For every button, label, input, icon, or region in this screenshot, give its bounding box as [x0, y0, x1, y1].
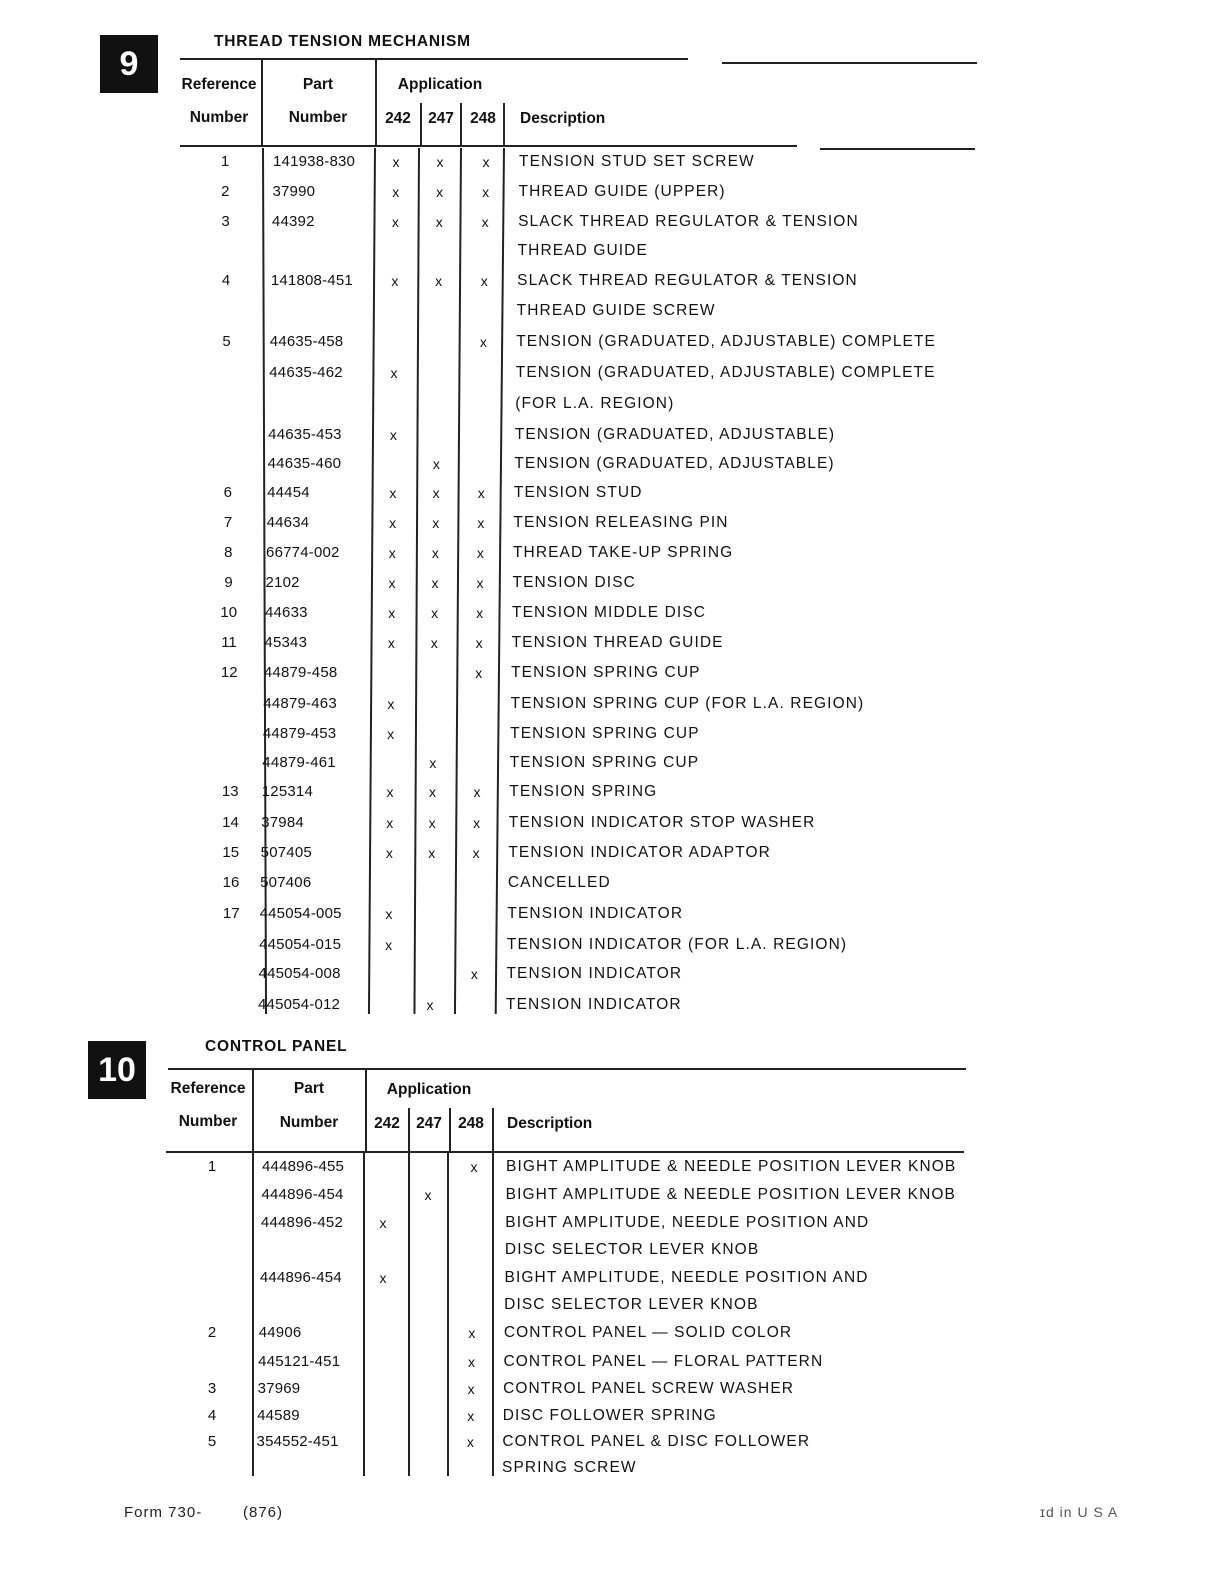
description: TENSION RELEASING PIN — [513, 514, 729, 531]
reference-number: 3 — [207, 1380, 217, 1397]
application-mark-248: x — [470, 966, 478, 982]
column-rule — [492, 1108, 494, 1151]
form-date: (876) — [243, 1504, 284, 1521]
part-number: 44879-453 — [262, 725, 337, 742]
column-rule — [408, 1108, 410, 1151]
description: THREAD GUIDE (UPPER) — [518, 183, 726, 200]
application-mark-242: x — [388, 575, 396, 591]
column-rule — [363, 1153, 365, 1476]
header-description: Description — [507, 1115, 593, 1132]
column-rule — [454, 148, 462, 1014]
part-number: 444896-452 — [260, 1214, 343, 1231]
column-rule — [365, 1068, 367, 1151]
application-mark-247: x — [429, 784, 436, 800]
reference-number: 2 — [221, 183, 230, 200]
application-mark-242: x — [379, 1270, 387, 1286]
part-number: 445121-451 — [258, 1353, 341, 1370]
description: TENSION (GRADUATED, ADJUSTABLE) COMPLETE — [515, 364, 936, 381]
application-mark-248: x — [482, 154, 490, 170]
description: DISC SELECTOR LEVER KNOB — [504, 1241, 760, 1258]
header-part: Part — [302, 76, 334, 93]
part-number: 444896-455 — [262, 1158, 345, 1175]
part-number: 141938-830 — [273, 153, 356, 170]
application-mark-248: x — [467, 1408, 475, 1424]
application-mark-248: x — [475, 635, 483, 651]
part-number: 125314 — [261, 783, 314, 800]
application-mark-248: x — [480, 273, 488, 289]
description: CONTROL PANEL & DISC FOLLOWER — [502, 1433, 811, 1450]
description: SPRING SCREW — [502, 1459, 637, 1476]
reference-number: 4 — [221, 272, 231, 289]
description: TENSION SPRING CUP — [511, 664, 701, 681]
application-mark-242: x — [387, 696, 395, 712]
reference-number: 11 — [221, 634, 237, 651]
section-number-badge: 9 — [100, 35, 158, 93]
form-number: Form 730- — [124, 1504, 203, 1521]
description: TENSION DISC — [512, 574, 636, 591]
application-mark-247: x — [431, 605, 439, 621]
description: SLACK THREAD REGULATOR & TENSION — [517, 272, 858, 289]
application-mark-242: x — [389, 515, 397, 531]
application-mark-242: x — [388, 605, 396, 621]
header-model-248: 248 — [470, 110, 496, 127]
description: TENSION INDICATOR (FOR L.A. REGION) — [506, 936, 848, 953]
application-mark-248: x — [467, 1354, 475, 1370]
reference-number: 16 — [222, 874, 240, 891]
column-rule — [408, 1153, 410, 1476]
header-part-number: Number — [279, 1114, 339, 1131]
application-mark-248: x — [470, 1159, 478, 1175]
application-mark-242: x — [391, 273, 399, 289]
part-number: 44879-463 — [263, 695, 337, 712]
description: THREAD GUIDE SCREW — [516, 302, 716, 319]
divider — [168, 1068, 966, 1070]
reference-number: 3 — [221, 213, 230, 230]
description: DISC FOLLOWER SPRING — [502, 1407, 717, 1424]
column-rule — [375, 60, 377, 145]
description: THREAD TAKE-UP SPRING — [512, 544, 734, 561]
application-mark-247: x — [424, 1187, 432, 1203]
part-number: 37990 — [272, 183, 316, 200]
section-title: THREAD TENSION MECHANISM — [214, 33, 471, 50]
header-model-242: 242 — [385, 110, 411, 127]
application-mark-247: x — [432, 456, 440, 472]
part-number: 44454 — [267, 484, 310, 501]
reference-number: 15 — [222, 844, 240, 861]
header-reference: Reference — [181, 76, 257, 93]
reference-number: 5 — [207, 1433, 217, 1450]
part-number: 45343 — [264, 634, 308, 651]
description: CONTROL PANEL — SOLID COLOR — [503, 1324, 793, 1341]
reference-number: 1 — [220, 153, 230, 170]
part-number: 44392 — [271, 213, 315, 230]
application-mark-247: x — [436, 154, 444, 170]
application-mark-248: x — [467, 1381, 475, 1397]
application-mark-248: x — [472, 845, 480, 861]
column-rule — [413, 148, 419, 1014]
description: CANCELLED — [507, 874, 611, 891]
application-mark-242: x — [389, 427, 397, 443]
column-rule — [252, 1153, 254, 1476]
divider — [722, 62, 977, 64]
application-mark-242: x — [379, 1215, 387, 1231]
description: TENSION (GRADUATED, ADJUSTABLE) — [514, 426, 836, 443]
part-number: 445054-012 — [258, 996, 341, 1013]
description: TENSION INDICATOR ADAPTOR — [508, 844, 771, 861]
part-number: 507406 — [260, 874, 312, 891]
application-mark-247: x — [436, 184, 444, 200]
description: TENSION SPRING CUP — [509, 754, 700, 771]
description: (FOR L.A. REGION) — [515, 395, 675, 412]
part-number: 37969 — [257, 1380, 301, 1397]
application-mark-247: x — [428, 815, 436, 831]
divider — [180, 145, 797, 147]
header-model-247: 247 — [416, 1115, 442, 1132]
part-number: 44635-462 — [269, 364, 343, 381]
description: TENSION MIDDLE DISC — [512, 604, 707, 621]
column-rule — [368, 148, 376, 1014]
application-mark-248: x — [476, 605, 484, 621]
description: THREAD GUIDE — [517, 242, 648, 259]
part-number: 44635-453 — [268, 426, 342, 443]
application-mark-247: x — [432, 485, 440, 501]
part-number: 44879-461 — [262, 754, 336, 771]
description: TENSION INDICATOR — [506, 996, 682, 1013]
application-mark-247: x — [426, 997, 434, 1013]
application-mark-242: x — [385, 906, 393, 922]
part-number: 141808-451 — [270, 272, 353, 289]
description: TENSION SPRING CUP (FOR L.A. REGION) — [510, 695, 865, 712]
column-rule — [261, 60, 263, 145]
divider — [180, 58, 688, 60]
application-mark-248: x — [473, 784, 481, 800]
application-mark-247: x — [432, 515, 440, 531]
application-mark-248: x — [477, 485, 485, 501]
header-reference-number: Number — [189, 109, 249, 126]
application-mark-242: x — [386, 784, 394, 800]
reference-number: 10 — [220, 604, 238, 621]
application-mark-248: x — [481, 214, 489, 230]
application-mark-242: x — [387, 635, 395, 651]
application-mark-248: x — [477, 515, 485, 531]
reference-number: 12 — [220, 664, 238, 681]
description: TENSION INDICATOR STOP WASHER — [508, 814, 816, 831]
description: TENSION STUD — [513, 484, 643, 501]
part-number: 445054-008 — [258, 965, 341, 982]
column-rule — [449, 1108, 451, 1151]
column-rule — [503, 103, 505, 145]
application-mark-242: x — [389, 485, 397, 501]
header-model-247: 247 — [428, 110, 454, 127]
reference-number: 5 — [222, 333, 231, 350]
description: TENSION SPRING — [509, 783, 658, 800]
header-description: Description — [520, 110, 606, 127]
application-mark-247: x — [429, 755, 437, 771]
part-number: 44589 — [257, 1407, 300, 1424]
header-part: Part — [293, 1080, 325, 1097]
description: DISC SELECTOR LEVER KNOB — [504, 1296, 759, 1313]
description: BIGHT AMPLITUDE & NEEDLE POSITION LEVER KNOB — [505, 1186, 956, 1203]
part-number: 44635-460 — [267, 455, 342, 472]
description: TENSION SPRING CUP — [510, 725, 700, 742]
application-mark-242: x — [390, 365, 398, 381]
description: BIGHT AMPLITUDE & NEEDLE POSITION LEVER KNOB — [506, 1158, 957, 1175]
column-rule — [252, 1068, 254, 1151]
application-mark-248: x — [482, 184, 490, 200]
application-mark-242: x — [392, 184, 400, 200]
printed-in-usa: ɪd in U S A — [1040, 1504, 1119, 1520]
header-reference: Reference — [170, 1080, 246, 1097]
application-mark-248: x — [468, 1325, 476, 1341]
part-number: 444896-454 — [259, 1269, 342, 1286]
divider — [166, 1151, 964, 1153]
application-mark-248: x — [473, 815, 481, 831]
header-model-242: 242 — [374, 1115, 400, 1132]
application-mark-242: x — [386, 815, 394, 831]
description: TENSION INDICATOR — [506, 965, 683, 982]
part-number: 44906 — [258, 1324, 302, 1341]
application-mark-248: x — [476, 545, 484, 561]
application-mark-247: x — [431, 575, 439, 591]
application-mark-242: x — [392, 154, 400, 170]
description: BIGHT AMPLITUDE, NEEDLE POSITION AND — [504, 1269, 869, 1286]
application-mark-247: x — [431, 545, 439, 561]
header-reference-number: Number — [178, 1113, 238, 1130]
part-number: 44633 — [264, 604, 308, 621]
application-mark-242: x — [388, 545, 396, 561]
reference-number: 6 — [223, 484, 232, 501]
application-mark-248: x — [475, 665, 483, 681]
part-number: 44879-458 — [263, 664, 338, 681]
part-number: 44634 — [266, 514, 310, 531]
reference-number: 4 — [207, 1407, 217, 1424]
application-mark-242: x — [387, 726, 395, 742]
application-mark-248: x — [479, 334, 487, 350]
description: TENSION (GRADUATED, ADJUSTABLE) — [514, 455, 835, 472]
section-title: CONTROL PANEL — [205, 1038, 348, 1055]
part-number: 44635-458 — [269, 333, 344, 350]
description: TENSION STUD SET SCREW — [519, 153, 755, 170]
header-application: Application — [386, 1081, 472, 1098]
column-rule — [460, 103, 462, 145]
description: CONTROL PANEL SCREW WASHER — [503, 1380, 795, 1397]
part-number: 66774-002 — [266, 544, 340, 561]
part-number: 444896-454 — [261, 1186, 344, 1203]
column-rule — [447, 1153, 449, 1476]
application-mark-248: x — [476, 575, 484, 591]
section-number-badge: 10 — [88, 1041, 146, 1099]
header-part-number: Number — [288, 109, 348, 126]
header-application: Application — [397, 76, 483, 93]
description: CONTROL PANEL — FLORAL PATTERN — [503, 1353, 824, 1370]
reference-number: 7 — [223, 514, 233, 531]
application-mark-242: x — [385, 845, 393, 861]
column-rule — [420, 103, 422, 145]
part-number: 507405 — [260, 844, 312, 861]
part-number: 2102 — [265, 574, 300, 591]
part-number: 37984 — [261, 814, 304, 831]
reference-number: 14 — [222, 814, 239, 831]
part-number: 445054-005 — [259, 905, 342, 922]
reference-number: 9 — [224, 574, 233, 591]
reference-number: 13 — [221, 783, 239, 800]
column-rule — [492, 1153, 494, 1476]
description: TENSION (GRADUATED, ADJUSTABLE) COMPLETE — [516, 333, 936, 350]
reference-number: 2 — [207, 1324, 217, 1341]
description: SLACK THREAD REGULATOR & TENSION — [518, 213, 859, 230]
application-mark-247: x — [430, 635, 438, 651]
description: TENSION INDICATOR — [507, 905, 684, 922]
application-mark-247: x — [435, 273, 443, 289]
reference-number: 1 — [207, 1158, 217, 1175]
divider — [820, 148, 975, 150]
part-number: 354552-451 — [256, 1433, 339, 1450]
description: TENSION THREAD GUIDE — [511, 634, 724, 651]
column-rule — [495, 148, 505, 1014]
reference-number: 17 — [222, 905, 240, 922]
application-mark-242: x — [385, 937, 393, 953]
header-model-248: 248 — [458, 1115, 484, 1132]
part-number: 445054-015 — [259, 936, 342, 953]
application-mark-247: x — [428, 845, 436, 861]
application-mark-247: x — [435, 214, 443, 230]
application-mark-248: x — [466, 1434, 474, 1450]
description: BIGHT AMPLITUDE, NEEDLE POSITION AND — [505, 1214, 870, 1231]
application-mark-242: x — [391, 214, 399, 230]
reference-number: 8 — [224, 544, 233, 561]
